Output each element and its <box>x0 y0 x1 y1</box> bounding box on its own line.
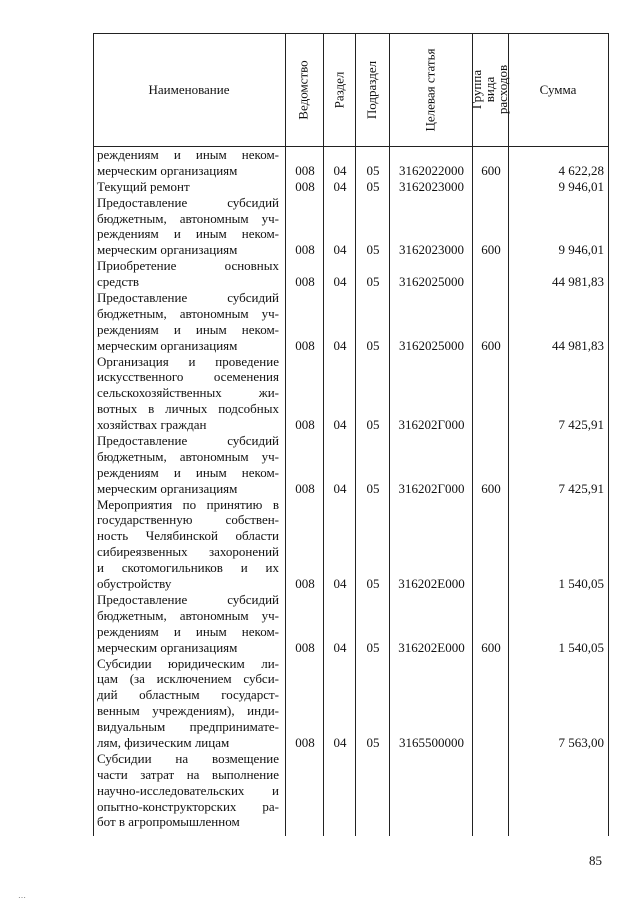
row-name <box>93 258 279 290</box>
header-podrazdel <box>355 33 389 146</box>
table-row <box>93 497 609 592</box>
row-name <box>93 751 279 830</box>
row-vedomstvo: 008 <box>295 242 315 258</box>
row-name <box>93 497 279 592</box>
row-podrazdel: 05 <box>366 242 380 258</box>
row-podrazdel: 05 <box>366 734 380 750</box>
row-name-line: хозяйствах граждан <box>97 417 207 433</box>
row-name-line: обустройству <box>97 576 172 592</box>
row-podrazdel: 05 <box>366 337 380 353</box>
table-row <box>93 147 609 179</box>
row-celevaya-statya: 316202Г000 <box>398 417 465 433</box>
row-celevaya-statya: 3162023000 <box>399 242 464 258</box>
row-name-line: и скотомогильников и их <box>97 560 279 576</box>
header-summa-label: Сумма <box>539 81 577 97</box>
row-gruppa: 600 <box>481 639 501 655</box>
row-vedomstvo: 008 <box>295 576 315 592</box>
row-gruppa: 600 <box>481 162 501 178</box>
header-gruppa-vida-rashodov <box>469 33 511 146</box>
table-row <box>93 179 609 195</box>
row-name <box>93 179 279 195</box>
row-razdel: 04 <box>333 576 347 592</box>
table-row <box>93 195 609 259</box>
row-name <box>93 195 279 259</box>
row-name-line: опытно-конструкторских ра- <box>97 798 279 814</box>
header-summa <box>508 33 608 146</box>
row-podrazdel: 05 <box>366 576 380 592</box>
row-name-line: Предоставление субсидий <box>97 591 279 607</box>
row-name-line: государственную собствен- <box>97 512 279 528</box>
row-name-line: Предоставление субсидий <box>97 290 279 306</box>
row-summa: 9 946,01 <box>558 242 604 258</box>
header-razdel <box>323 33 355 146</box>
row-celevaya-statya: 316202Е000 <box>398 576 465 592</box>
row-name-line: Предоставление субсидий <box>97 433 279 449</box>
table-body <box>93 147 609 836</box>
row-razdel: 04 <box>333 639 347 655</box>
row-celevaya-statya: 316202Г000 <box>398 480 465 496</box>
row-name-line: реждениям и иным неком- <box>97 226 279 242</box>
table-row <box>93 258 609 290</box>
row-name-line: бот в агропромышленном <box>97 814 240 830</box>
row-razdel: 04 <box>333 480 347 496</box>
row-gruppa: 600 <box>481 480 501 496</box>
scan-artifact: ⋯ <box>18 893 26 902</box>
row-name-line: мерческим организациям <box>97 242 238 258</box>
row-name-line: бюджетным, автономным уч- <box>97 305 279 321</box>
row-podrazdel: 05 <box>366 417 380 433</box>
row-vedomstvo: 008 <box>295 178 315 194</box>
header-name <box>93 33 285 146</box>
row-name-line: реждениям и иным неком- <box>97 321 279 337</box>
header-podrazdel-label: Подраздел <box>364 60 380 119</box>
row-name-line: Мероприятия по принятию в <box>97 496 279 512</box>
row-name-line: научно-исследовательских и <box>97 782 279 798</box>
row-name-line: дий областным государст- <box>97 687 279 703</box>
page-number: 85 <box>589 853 602 868</box>
row-gruppa: 600 <box>481 337 501 353</box>
row-celevaya-statya: 3162025000 <box>399 274 464 290</box>
row-name-line: Организация и проведение <box>97 353 279 369</box>
row-summa: 9 946,01 <box>558 178 604 194</box>
row-name-line: мерческим организациям <box>97 162 238 178</box>
row-name <box>93 147 279 179</box>
row-summa: 7 425,91 <box>558 480 604 496</box>
row-vedomstvo: 008 <box>295 337 315 353</box>
row-celevaya-statya: 3165500000 <box>399 734 464 750</box>
header-razdel-label: Раздел <box>331 71 346 108</box>
row-vedomstvo: 008 <box>295 274 315 290</box>
row-name-line: бюджетным, автономным уч- <box>97 210 279 226</box>
row-razdel: 04 <box>333 162 347 178</box>
row-name-line: Субсидии на возмещение <box>97 750 279 766</box>
row-vedomstvo: 008 <box>295 639 315 655</box>
row-name <box>93 290 279 354</box>
row-summa: 44 981,83 <box>552 337 604 353</box>
row-razdel: 04 <box>333 734 347 750</box>
row-name-line: мерческим организациям <box>97 337 238 353</box>
row-name-line: искусственного осеменения <box>97 369 279 385</box>
row-razdel: 04 <box>333 178 347 194</box>
row-summa: 4 622,28 <box>558 162 604 178</box>
row-podrazdel: 05 <box>366 480 380 496</box>
row-celevaya-statya: 3162023000 <box>399 178 464 194</box>
row-gruppa: 600 <box>481 242 501 258</box>
row-name-line: сельскохозяйственных жи- <box>97 385 279 401</box>
row-vedomstvo: 008 <box>295 162 315 178</box>
row-razdel: 04 <box>333 337 347 353</box>
header-celevaya-statya <box>389 33 472 146</box>
row-name-line: реждениям и иным неком- <box>97 464 279 480</box>
header-celevaya-statya-label: Целевая статья <box>422 47 438 132</box>
row-name-line: ность Челябинской области <box>97 528 279 544</box>
row-celevaya-statya: 3162022000 <box>399 162 464 178</box>
row-vedomstvo: 008 <box>295 417 315 433</box>
table-row <box>93 433 609 497</box>
row-podrazdel: 05 <box>366 178 380 194</box>
row-razdel: 04 <box>333 242 347 258</box>
row-vedomstvo: 008 <box>295 734 315 750</box>
row-name <box>93 354 279 433</box>
row-name-line: мерческим организациям <box>97 480 238 496</box>
table-row <box>93 290 609 354</box>
row-summa: 44 981,83 <box>552 274 604 290</box>
row-name-line: сибиреязвенных захоронений <box>97 544 279 560</box>
row-vedomstvo: 008 <box>295 480 315 496</box>
header-vedomstvo-label: Ведомство <box>296 59 311 120</box>
row-celevaya-statya: 3162025000 <box>399 337 464 353</box>
header-name-label: Наименование <box>148 81 230 97</box>
row-podrazdel: 05 <box>366 162 380 178</box>
row-name-line: реждениям и иным неком- <box>97 147 279 162</box>
row-summa: 7 425,91 <box>558 417 604 433</box>
row-name-line: Предоставление субсидий <box>97 194 279 210</box>
row-name-line: видуальным предпринимате- <box>97 719 279 735</box>
row-name-line: средств <box>97 274 140 290</box>
table-row <box>93 592 609 656</box>
row-name-line: Текущий ремонт <box>97 178 190 194</box>
budget-table <box>93 33 609 836</box>
row-name-line: части затрат на выполнение <box>97 766 279 782</box>
header-gruppa-label: Группа вида расходов <box>469 64 511 115</box>
row-name-line: мерческим организациям <box>97 639 238 655</box>
header-vedomstvo <box>285 33 323 146</box>
row-summa: 7 563,00 <box>558 734 604 750</box>
row-name-line: цам (за исключением субси- <box>97 671 279 687</box>
row-name <box>93 433 279 497</box>
row-name-line: реждениям и иным неком- <box>97 623 279 639</box>
row-podrazdel: 05 <box>366 639 380 655</box>
row-name-line: Приобретение основных <box>97 258 279 274</box>
row-podrazdel: 05 <box>366 274 380 290</box>
row-name-line: вотных в личных подсобных <box>97 401 279 417</box>
row-name-line: бюджетным, автономным уч- <box>97 448 279 464</box>
table-row <box>93 656 609 751</box>
row-name-line: венным учреждениям), инди- <box>97 703 279 719</box>
table-row <box>93 751 609 830</box>
row-summa: 1 540,05 <box>558 639 604 655</box>
row-name-line: Субсидии юридическим ли- <box>97 655 279 671</box>
row-summa: 1 540,05 <box>558 576 604 592</box>
table-row <box>93 354 609 433</box>
row-celevaya-statya: 316202Е000 <box>398 639 465 655</box>
row-razdel: 04 <box>333 417 347 433</box>
row-name <box>93 656 279 751</box>
row-name-line: бюджетным, автономным уч- <box>97 607 279 623</box>
row-name-line: лям, физическим лицам <box>97 734 230 750</box>
row-name <box>93 592 279 656</box>
row-razdel: 04 <box>333 274 347 290</box>
